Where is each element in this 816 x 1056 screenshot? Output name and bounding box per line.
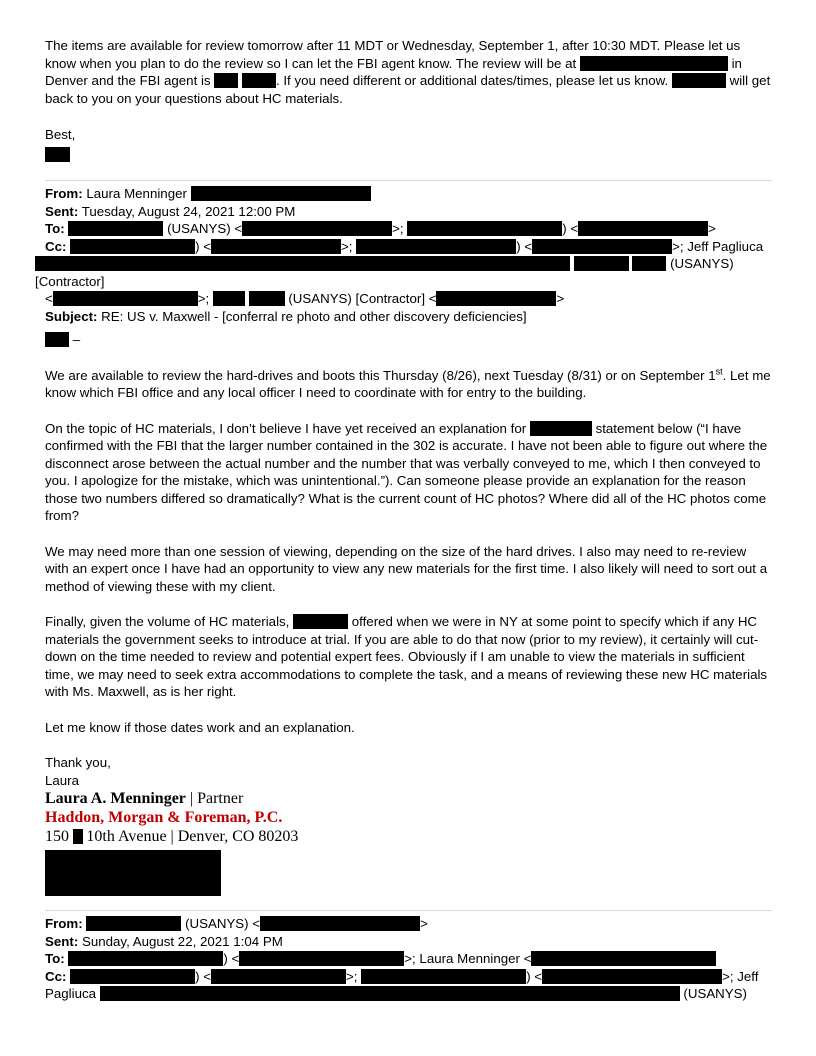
redaction (100, 986, 680, 1001)
body-paragraph: We may need more than one session of viewing, depending on the size of the hard drives. I also may need to re-review with an expert once I have had an opportunity to view any new materials for the first time. I also likely will need to sort out a method of viewing these with my client. (45, 543, 768, 594)
redaction (542, 969, 722, 984)
redaction (249, 291, 285, 306)
redaction (68, 951, 223, 966)
redaction (211, 239, 341, 254)
email-header-1 (35, 185, 772, 325)
redaction (45, 332, 69, 347)
redaction (53, 291, 198, 306)
redaction (191, 186, 371, 201)
redaction (361, 969, 526, 984)
cc-line-3: < >; (USANYS) [Contractor] < > (45, 291, 565, 306)
separator (45, 180, 772, 181)
redaction (70, 969, 195, 984)
signature-firm: Haddon, Morgan & Foreman, P.C. (45, 809, 283, 826)
from-line: From: (USANYS) < > (45, 916, 428, 931)
subject-line: Subject: RE: US v. Maxwell - [conferral re photo and other discovery deficiencies] (45, 308, 527, 324)
from-line: From: Laura Menninger (45, 185, 772, 203)
body-paragraph: We are available to review the hard-drives and boots this Thursday (8/26), next Tuesday (8/31) or on September 1st. Let me know which FBI office and any local officer I need to coordinate with for entry to the building. (45, 366, 771, 400)
top-message (45, 37, 772, 163)
closing: Best, (45, 127, 76, 142)
top-paragraph: The items are available for review tomorrow after 11 MDT or Wednesday, September 1, after 10:30 MDT. Please let us know when you plan to do the review so I can let the FBI agent know. The review will be at in Denver and the FBI agent is . If you need different or additional dates/times, please let us know. will get back to you on your questions about HC materials. (45, 38, 771, 106)
to-line: To: ) < >; Laura Menninger < (45, 950, 772, 968)
redaction (632, 256, 666, 271)
redaction (672, 73, 726, 88)
body-paragraph: On the topic of HC materials, I don’t believe I have yet received an explanation for statement below (“I have confirmed with the FBI that the larger number contained in the 302 is accurate. I have not been able to figure out where the disconnect arose between the actual number and the number that was verbally conveyed to me, which I then conveyed to you. I apologize for the mistake, which was unintentional.”). Can someone please provide an explanation for the reason those two numbers differed so dramatically? What is the current count of HC photos? Where did all of the HC photos come from? (45, 420, 768, 523)
to-line: To: (USANYS) < >; ) < > (45, 221, 716, 236)
sent-line: Sent: Sunday, August 22, 2021 1:04 PM (45, 933, 283, 949)
email-header-2 (45, 915, 772, 1003)
cc-line: Cc: ) < >; ) < >; Jeff Pagliuca (45, 238, 764, 254)
first-name: Laura (45, 772, 80, 788)
redaction (86, 916, 181, 931)
redaction (214, 73, 238, 88)
redaction (45, 147, 70, 162)
cc-line-2: Pagliuca (USANYS) (45, 986, 747, 1001)
redaction (45, 850, 221, 896)
redaction (356, 239, 516, 254)
signature-name: Laura A. Menninger | Partner (45, 790, 244, 807)
separator (45, 910, 772, 911)
redaction (530, 421, 592, 436)
thanks: Thank you, (45, 755, 111, 770)
redaction (578, 221, 708, 236)
salutation: – (45, 331, 772, 349)
redaction (407, 221, 562, 236)
redaction (574, 256, 629, 271)
redaction (213, 291, 245, 306)
redaction (239, 951, 404, 966)
redaction (532, 239, 672, 254)
email-body-1 (45, 331, 772, 846)
redaction (73, 829, 83, 844)
redaction (70, 239, 195, 254)
redaction (293, 614, 348, 629)
redaction (531, 951, 716, 966)
redaction (242, 221, 392, 236)
cc-line: Cc: ) < >; ) < >; Jeff (45, 968, 759, 984)
redaction (68, 221, 163, 236)
redaction (242, 73, 276, 88)
redaction (580, 56, 728, 71)
redaction (436, 291, 556, 306)
redaction (260, 916, 420, 931)
body-paragraph: Let me know if those dates work and an explanation. (45, 719, 355, 735)
body-paragraph: Finally, given the volume of HC materials, offered when we were in NY at some point to specify which if any HC materials the government seeks to introduce at trial. If you are able to do that now (prior to my review), it certainly will cut-down on the time needed to review and potential expert fees. Obviously if I am unable to view the materials in sufficient time, we may need to seek extra accommodations to complete the task, and a means of reviewing these new HC materials with Ms. Maxwell, as is her right. (45, 614, 768, 699)
signature-address: 150 10th Avenue | Denver, CO 80203 (45, 828, 299, 845)
redaction (211, 969, 346, 984)
sent-line: Sent: Tuesday, August 24, 2021 12:00 PM (45, 203, 296, 219)
cc-line-2: (USANYS) [Contractor] (35, 256, 734, 289)
redaction (35, 256, 570, 271)
